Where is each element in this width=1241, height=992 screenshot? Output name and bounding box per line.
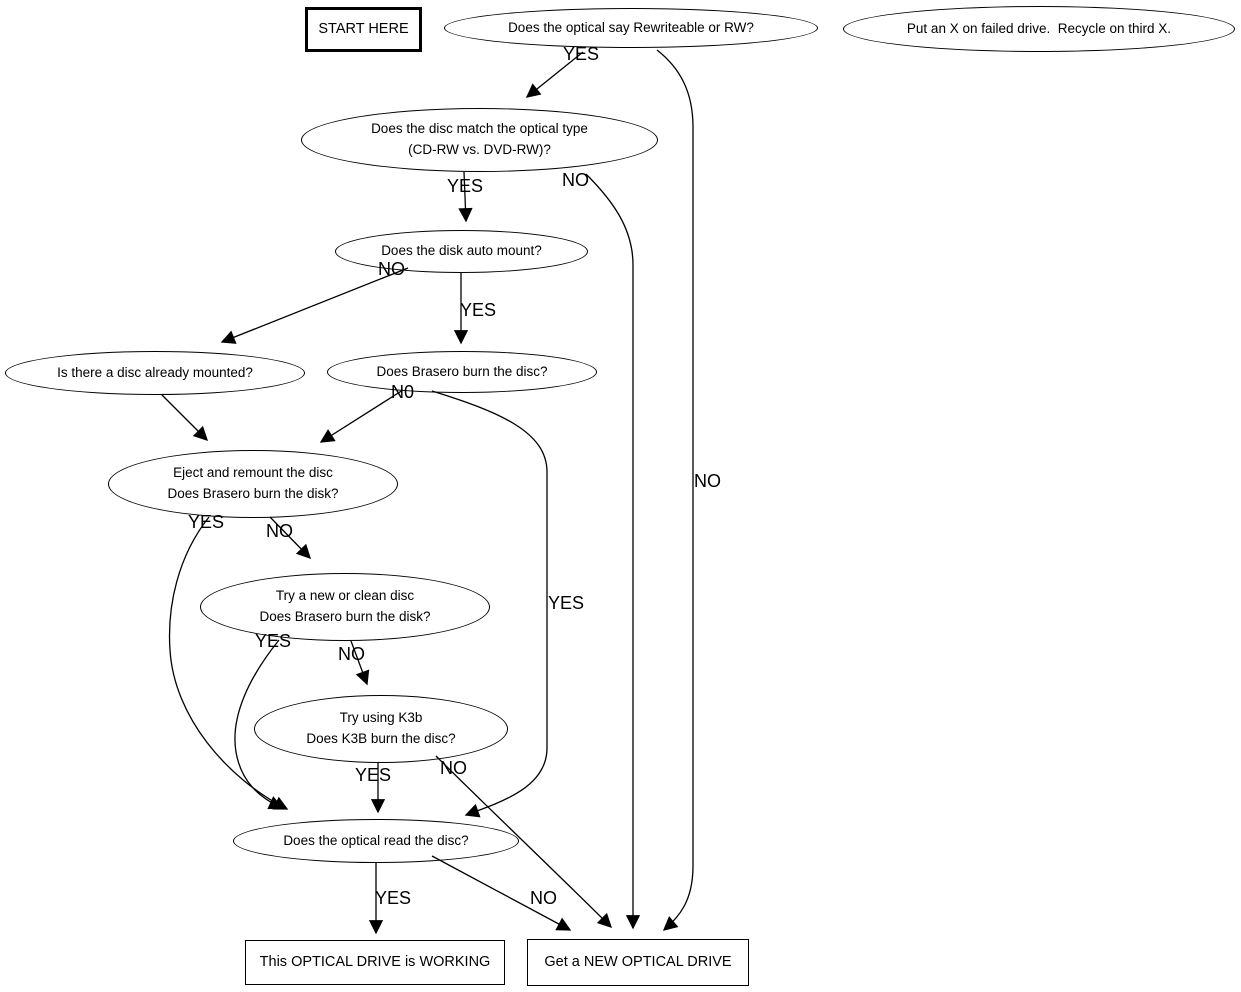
- label-disc-match-no: NO: [562, 170, 589, 190]
- edge-disc-match-no: [586, 174, 633, 928]
- disc-match-node: [301, 108, 658, 172]
- label-k3b-yes: YES: [355, 765, 392, 785]
- drive-working-label: This OPTICAL DRIVE is WORKING: [259, 954, 491, 971]
- drive-working-box: [245, 940, 505, 985]
- label-k3b-no: NO: [440, 758, 467, 778]
- k3b-line1: Try using K3b: [339, 710, 423, 726]
- label-new-disc-yes: YES: [255, 631, 292, 651]
- put-x-node: [843, 6, 1235, 52]
- eject-remount-node: [108, 450, 398, 518]
- label-eject-no: NO: [266, 521, 293, 541]
- k3b-line2: Does K3B burn the disc?: [306, 731, 456, 746]
- edge-already-mounted-to-eject: [162, 395, 207, 440]
- edge-auto-mount-no: [222, 268, 408, 342]
- start-here-label: START HERE: [318, 21, 409, 38]
- start-here-box: [305, 7, 422, 52]
- rewriteable-label: Does the optical say Rewriteable or RW?: [508, 19, 754, 35]
- disc-match-line2: (CD-RW vs. DVD-RW)?: [408, 142, 551, 157]
- disc-match-line1: Does the disc match the optical type: [371, 121, 588, 137]
- edge-eject-yes: [170, 517, 287, 809]
- new-clean-disc-line1: Try a new or clean disc: [275, 588, 415, 604]
- read-disc-label: Does the optical read the disc?: [283, 832, 469, 848]
- auto-mount-label: Does the disk auto mount?: [381, 243, 542, 259]
- label-new-disc-no: NO: [338, 644, 365, 664]
- label-read-no: NO: [530, 888, 557, 908]
- read-disc-node: [233, 819, 519, 863]
- label-brasero-yes: YES: [548, 593, 585, 613]
- new-drive-box: [527, 939, 749, 986]
- label-brasero-n0: N0: [391, 382, 415, 402]
- k3b-node: [254, 695, 508, 763]
- edge-rewriteable-no: [657, 50, 693, 930]
- auto-mount-node: [335, 230, 588, 273]
- label-rewriteable-yes: YES: [563, 44, 600, 64]
- brasero-label: Does Brasero burn the disc?: [376, 363, 548, 379]
- new-drive-label: Get a NEW OPTICAL DRIVE: [544, 954, 732, 971]
- eject-remount-line2: Does Brasero burn the disk?: [167, 486, 339, 501]
- rewriteable-node: [444, 8, 818, 48]
- new-clean-disc-node: [200, 573, 490, 641]
- brasero-node: [327, 351, 597, 393]
- already-mounted-label: Is there a disc already mounted?: [57, 364, 253, 380]
- label-auto-mount-no: NO: [378, 259, 405, 279]
- eject-remount-line1: Eject and remount the disc: [173, 465, 333, 481]
- label-disc-match-yes: YES: [447, 176, 484, 196]
- label-auto-mount-yes: YES: [460, 300, 497, 320]
- label-read-yes: YES: [375, 888, 412, 908]
- label-eject-yes: YES: [188, 512, 225, 532]
- label-rewriteable-no: NO: [694, 471, 721, 491]
- already-mounted-node: [5, 351, 305, 395]
- new-clean-disc-line2: Does Brasero burn the disk?: [259, 609, 431, 624]
- put-x-label: Put an X on failed drive. Recycle on third X.: [906, 20, 1172, 36]
